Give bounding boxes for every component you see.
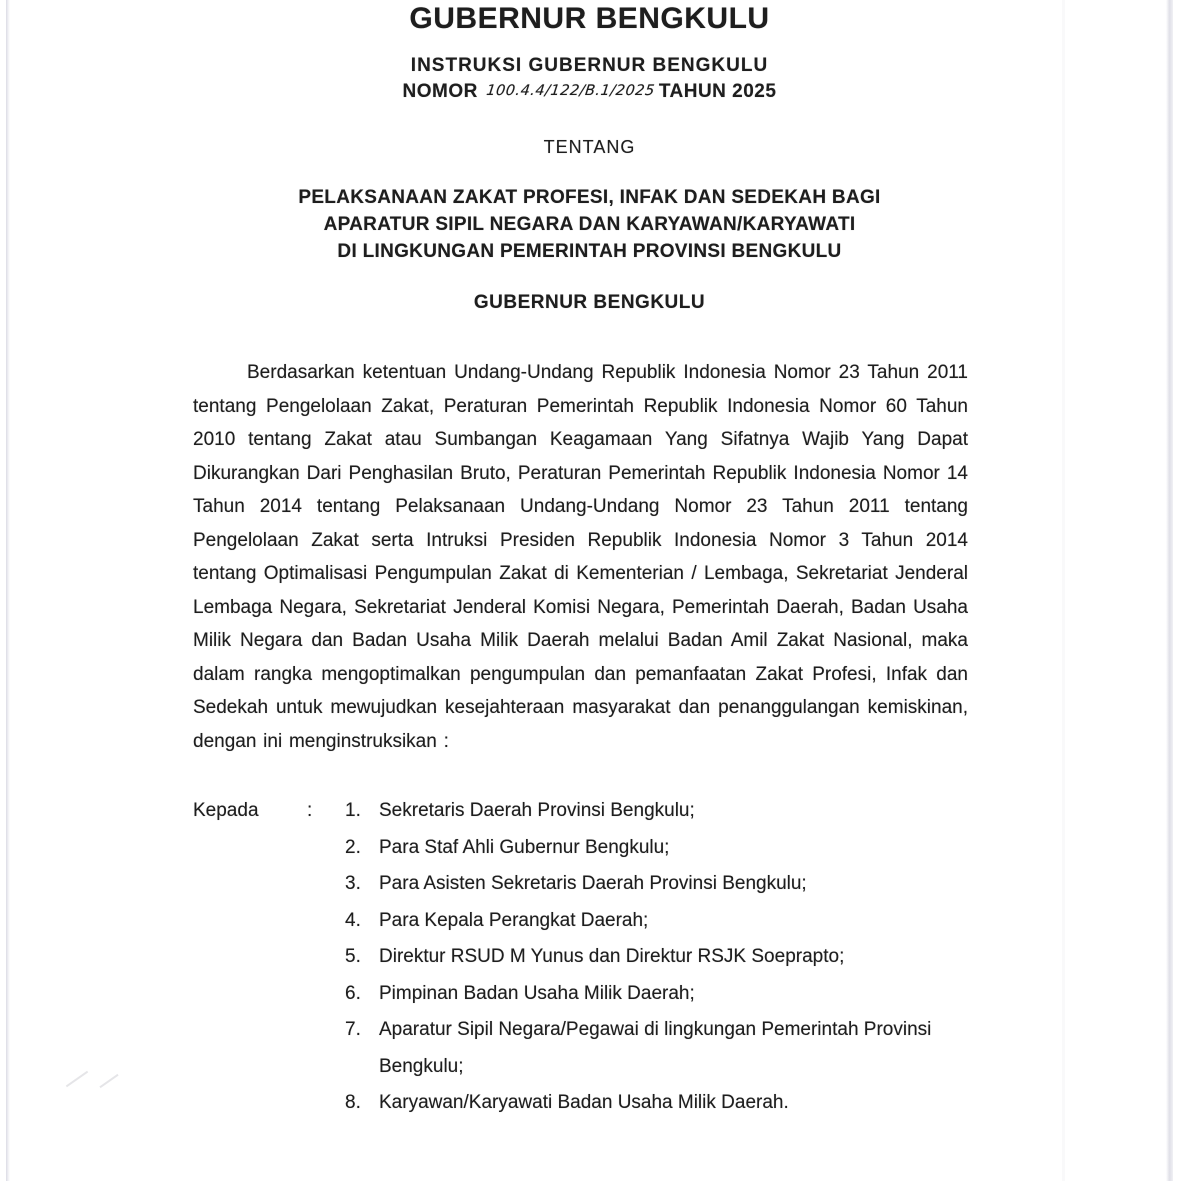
list-item-number: 1.	[345, 800, 361, 821]
list-item	[345, 1012, 965, 1085]
list-item-number: 5.	[345, 946, 361, 967]
page-edge-left	[6, 0, 10, 1181]
addressee-block	[193, 793, 983, 1122]
pencil-mark	[66, 1071, 88, 1088]
list-item	[345, 866, 965, 903]
letterhead	[0, 0, 1179, 105]
page-edge-right	[1166, 0, 1173, 1181]
list-item-text: Para Kepala Perangkat Daerah;	[379, 909, 649, 931]
list-item	[345, 793, 965, 830]
addressee-list	[345, 793, 965, 1122]
pencil-mark	[99, 1074, 118, 1088]
list-item-text: Karyawan/Karyawati Badan Usaha Milik Daerah.	[379, 1092, 789, 1113]
letterhead-title: GUBERNUR BENGKULU	[409, 2, 770, 35]
issuer-heading: GUBERNUR BENGKULU	[473, 292, 706, 313]
list-item	[345, 939, 965, 976]
list-item-number: 2.	[345, 836, 361, 858]
list-item	[345, 976, 965, 1013]
subject-line-1: PELAKSANAAN ZAKAT PROFESI, INFAK DAN SEDEKAH BAGI	[298, 187, 881, 208]
nomor-prefix: NOMOR	[402, 81, 478, 102]
list-item	[345, 830, 965, 867]
list-item-number: 7.	[345, 1019, 361, 1040]
list-item-text: Aparatur Sipil Negara/Pegawai di lingkungan Pemerintah Provinsi Bengkulu;	[379, 1019, 932, 1077]
subject-line-3: DI LINGKUNGAN PEMERINTAH PROVINSI BENGKULU	[337, 241, 842, 262]
preamble-paragraph: Berdasarkan ketentuan Undang-Undang Republik Indonesia Nomor 23 Tahun 2011 tentang Pengelolaan Zakat, Peraturan Pemerintah Republik Indonesia Nomor 60 Tahun 2010 tentang Zakat atau Sumbangan Keagamaan Yang Sifatnya Wajib Yang Dapat Dikurangkan Dari Penghasilan Bruto, Peraturan Pemerintah Republik Indonesia Nomor 14 Tahun 2014 tentang Pelaksanaan Undang-Undang Nomor 23 Tahun 2011 tentang Pengelolaan Zakat serta Intruksi Presiden Republik Indonesia Nomor 3 Tahun 2014 tentang Optimalisasi Pengumpulan Zakat di Kementerian / Lembaga, Sekretariat Jenderal Lembaga Negara, Sekretariat Jenderal Komisi Negara, Pemerintah Daerah, Badan Usaha Milik Negara dan Badan Usaha Milik Daerah melalui Badan Amil Zakat Nasional, maka dalam rangka mengoptimalkan pengumpulan dan pemanfaatan Zakat Profesi, Infak dan Sedekah untuk mewujudkan kesejahteraan masyarakat dan penanggulangan kemiskinan, dengan ini menginstruksikan :	[193, 362, 968, 752]
list-item-text: Sekretaris Daerah Provinsi Bengkulu;	[379, 800, 695, 821]
kepada-label: Kepada	[193, 800, 259, 821]
tentang-label: TENTANG	[543, 137, 636, 157]
subject-line-2: APARATUR SIPIL NEGARA DAN KARYAWAN/KARYAWATI	[323, 214, 856, 235]
nomor-year: TAHUN 2025	[658, 81, 777, 102]
paper-crease	[1062, 0, 1065, 1181]
handwritten-document-number: 100.4.4/122/B.1/2025	[484, 83, 656, 99]
list-item	[345, 903, 965, 940]
subject-title	[0, 184, 1179, 265]
list-item-text: Para Staf Ahli Gubernur Bengkulu;	[379, 836, 670, 858]
list-item-number: 6.	[345, 982, 361, 1004]
list-item-text: Para Asisten Sekretaris Daerah Provinsi Bengkulu;	[379, 873, 807, 894]
kepada-separator: :	[307, 800, 313, 821]
list-item-text: Pimpinan Badan Usaha Milik Daerah;	[379, 982, 695, 1004]
list-item-number: 3.	[345, 873, 361, 894]
list-item	[345, 1085, 965, 1122]
list-item-number: 8.	[345, 1092, 361, 1113]
list-item-text: Direktur RSUD M Yunus dan Direktur RSJK Soeprapto;	[379, 946, 845, 967]
list-item-number: 4.	[345, 909, 361, 931]
instruction-title: INSTRUKSI GUBERNUR BENGKULU	[410, 55, 769, 76]
nomor-line	[0, 80, 1179, 105]
